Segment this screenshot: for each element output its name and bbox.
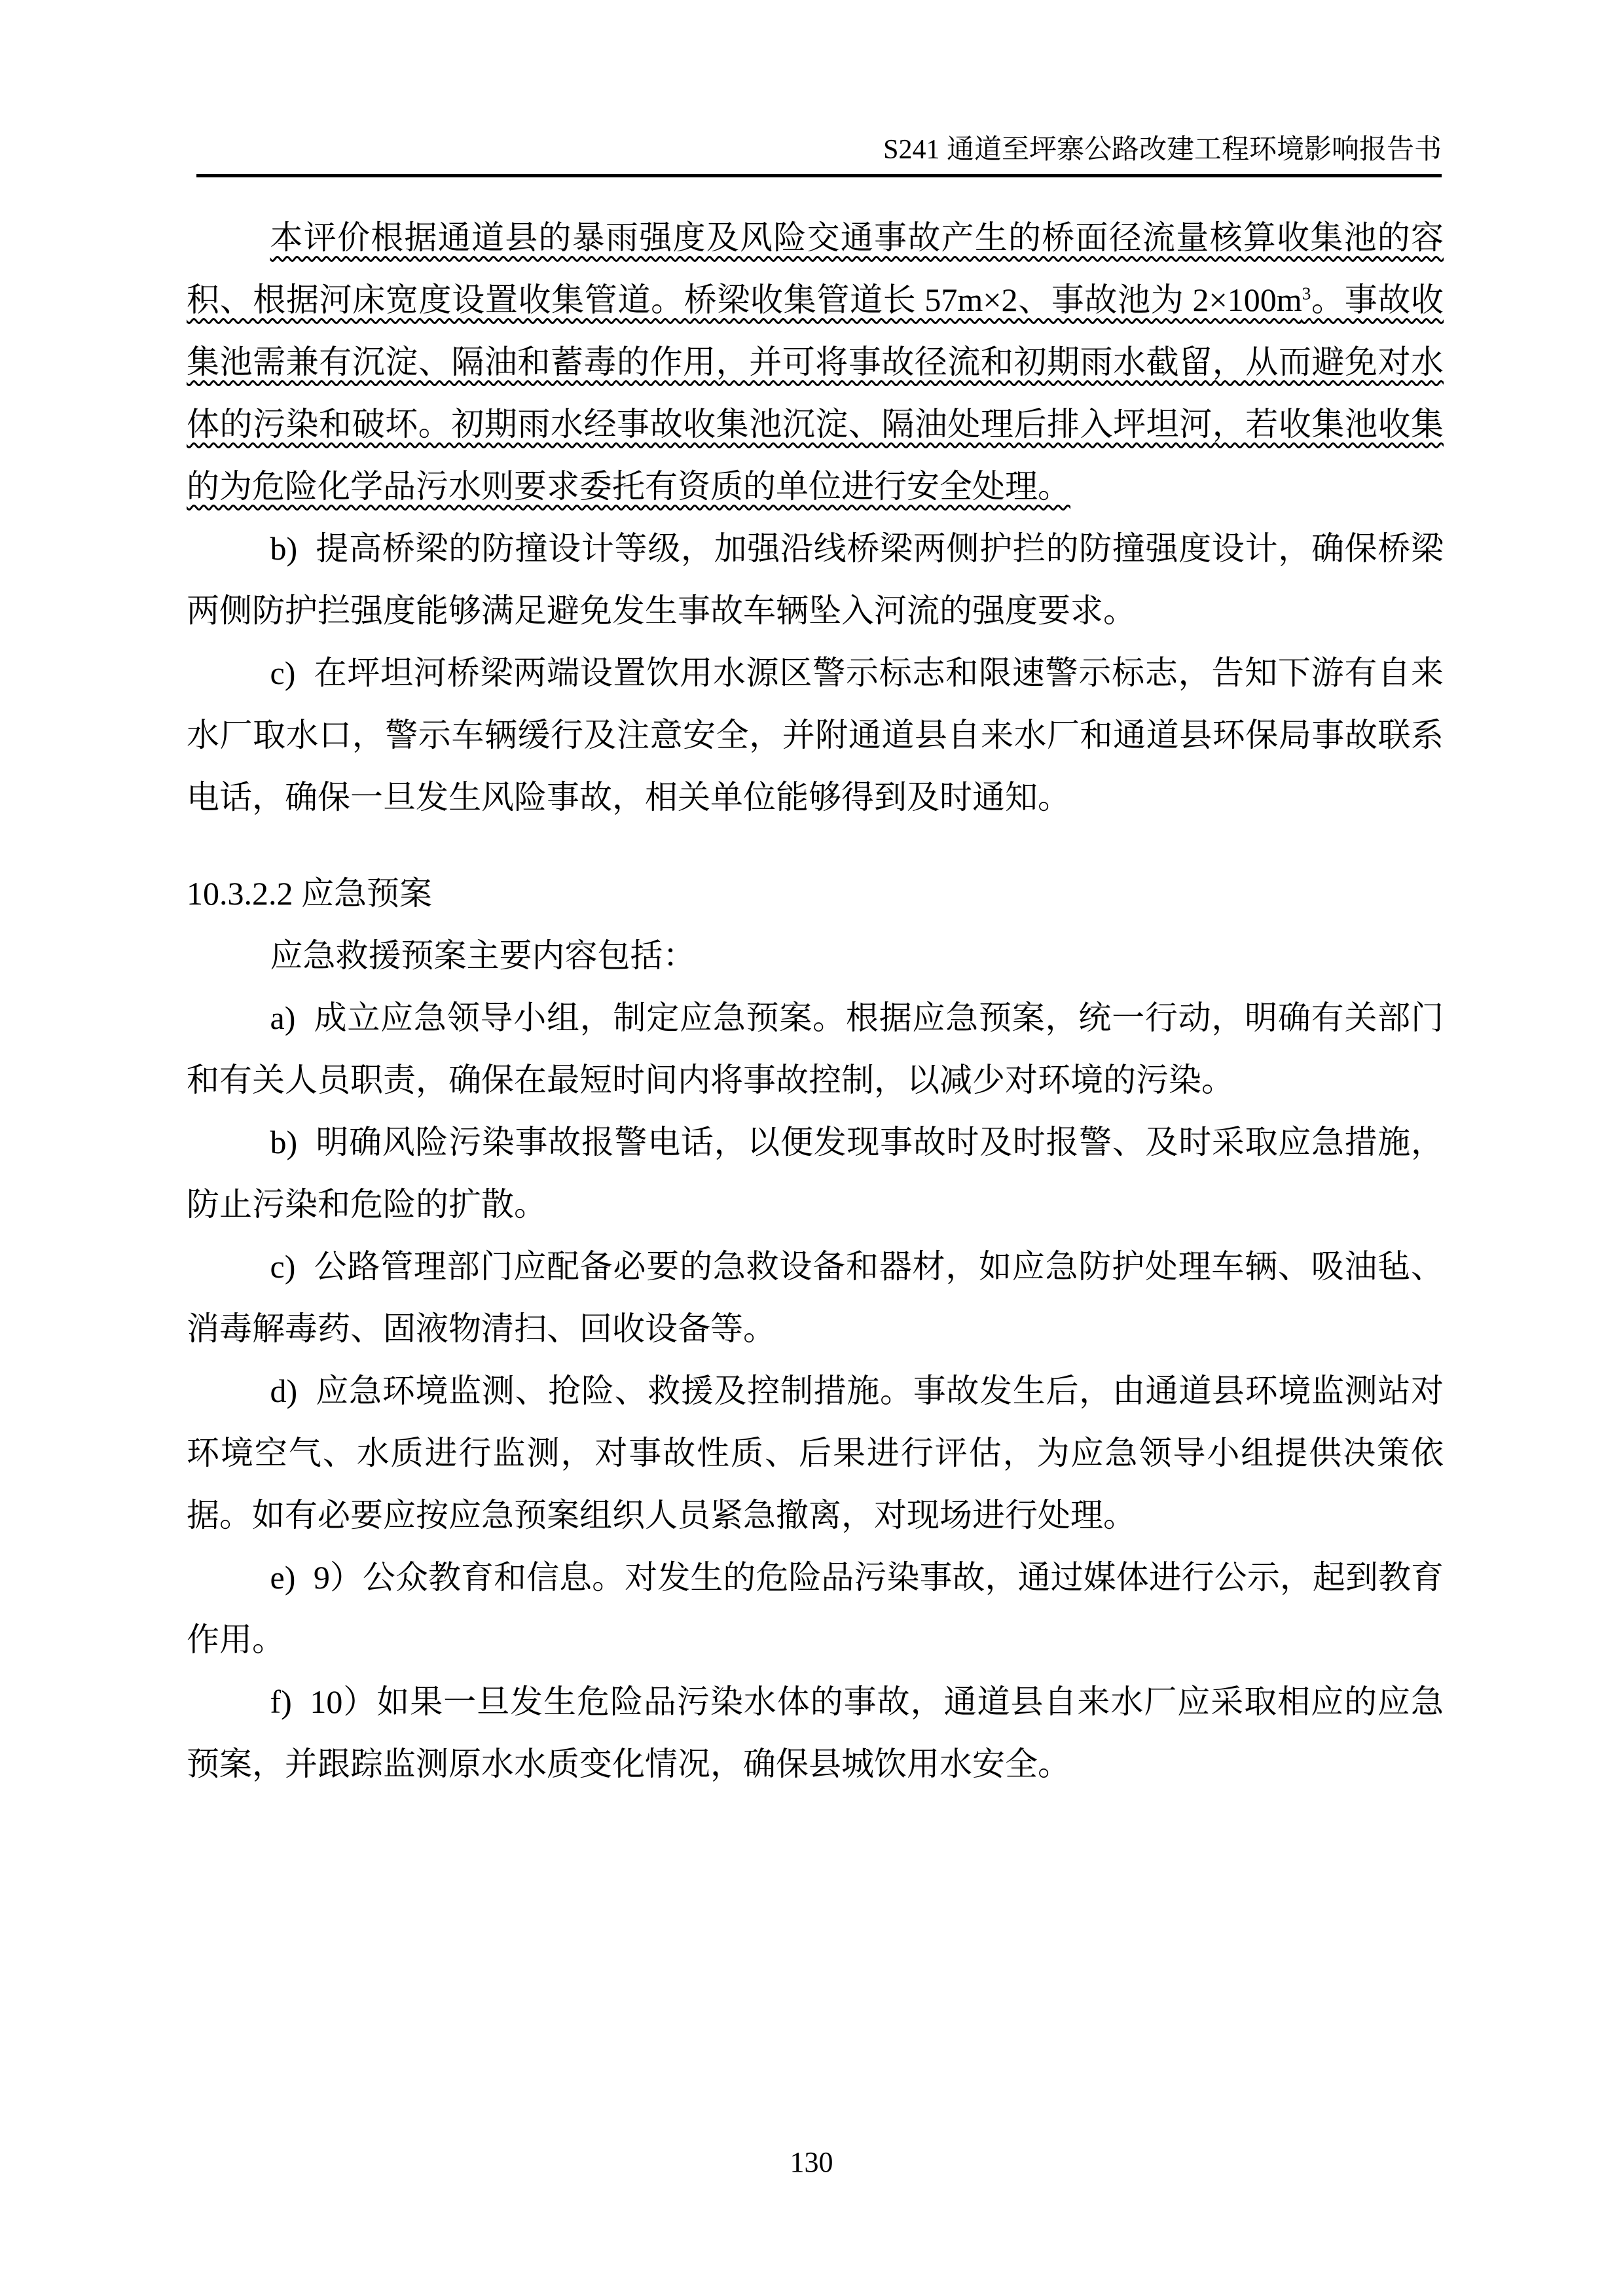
list-marker-c2: c) [270,1248,296,1285]
page-header [196,133,1442,177]
list-item-b-bridge-guardrail [187,518,1444,642]
list-item-c-warning-signs-text: 在坪坦河桥梁两端设置饮用水源区警示标志和限速警示标志，告知下游有自来水厂取水口，警示车辆缓行及注意安全，并附通道县自来水厂和通道县环保局事故联系电话，确保一旦发生风险事故，相关单位能够得到及时通知。 [187,655,1444,816]
section-heading-emergency-plan: 10.3.2.2 应急预案 [187,875,432,912]
page-footer [0,2145,1623,2180]
list-item-e-public-education-text: 9）公众教育和信息。对发生的危险品污染事故，通过媒体进行公示，起到教育作用。 [187,1559,1444,1658]
list-marker-a: a) [270,999,296,1036]
header-title: S241 通道至坪寨公路改建工程环境影响报告书 [883,135,1442,165]
list-marker-d: d) [270,1372,298,1409]
list-marker-c: c) [270,655,296,691]
list-item-f-waterworks-response [187,1671,1444,1795]
page-number: 130 [790,2146,833,2178]
paragraph-plan-intro: 应急救援预案主要内容包括： [270,937,696,974]
list-marker-b2: b) [270,1124,298,1160]
list-marker-e: e) [270,1559,296,1596]
list-item-b-bridge-guardrail-text: 提高桥梁的防撞设计等级，加强沿线桥梁两侧护拦的防撞强度设计，确保桥梁两侧防护拦强度能够满足避免发生事故车辆坠入河流的强度要求。 [187,530,1444,629]
list-item-c-rescue-equipment-text: 公路管理部门应配备必要的急救设备和器材，如应急防护处理车辆、吸油毡、消毒解毒药、固液物清扫、回收设备等。 [187,1248,1444,1347]
list-item-c-warning-signs [187,642,1444,829]
list-item-b-alarm-phone-text: 明确风险污染事故报警电话，以便发现事故时及时报警、及时采取应急措施，防止污染和危险的扩散。 [187,1124,1444,1223]
list-item-f-waterworks-response-text: 10）如果一旦发生危险品污染水体的事故，通道县自来水厂应采取相应的应急预案，并跟踪监测原水水质变化情况，确保县城饮用水安全。 [187,1683,1444,1782]
list-item-e-public-education [187,1547,1444,1671]
paragraph-collection-pool [187,207,1444,518]
list-item-c-rescue-equipment [187,1236,1444,1360]
paragraph-collection-pool-part2: 。事故收集池需兼有沉淀、隔油和蓄毒的作用，并可将事故径流和初期雨水截留，从而避免对水体的污染和破坏。初期雨水经事故收集池沉淀、隔油处理后排入坪坦河，若收集池收集的为危险化学品污水则要求委托有资质的单位进行安全处理。 [187,281,1444,505]
list-item-a-leading-group [187,987,1444,1111]
paragraph-collection-pool-part1: 本评价根据通道县的暴雨强度及风险交通事故产生的桥面径流量核算收集池的容积、根据河床宽度设置收集管道。桥梁收集管道长 57m×2、事故池为 2×100m [187,219,1444,318]
list-item-a-leading-group-text: 成立应急领导小组，制定应急预案。根据应急预案，统一行动，明确有关部门和有关人员职责，确保在最短时间内将事故控制，以减少对环境的污染。 [187,999,1444,1098]
list-marker-f: f) [270,1683,292,1720]
page-content [187,207,1444,1795]
list-item-b-alarm-phone [187,1111,1444,1236]
list-item-d-monitoring-measures-text: 应急环境监测、抢险、救援及控制措施。事故发生后，由通道县环境监测站对环境空气、水质进行监测，对事故性质、后果进行评估，为应急领导小组提供决策依据。如有必要应按应急预案组织人员紧急撤离，对现场进行处理。 [187,1372,1444,1534]
list-marker-b: b) [270,530,298,567]
superscript-cubic: 3 [1302,283,1311,304]
list-item-d-monitoring-measures [187,1360,1444,1547]
